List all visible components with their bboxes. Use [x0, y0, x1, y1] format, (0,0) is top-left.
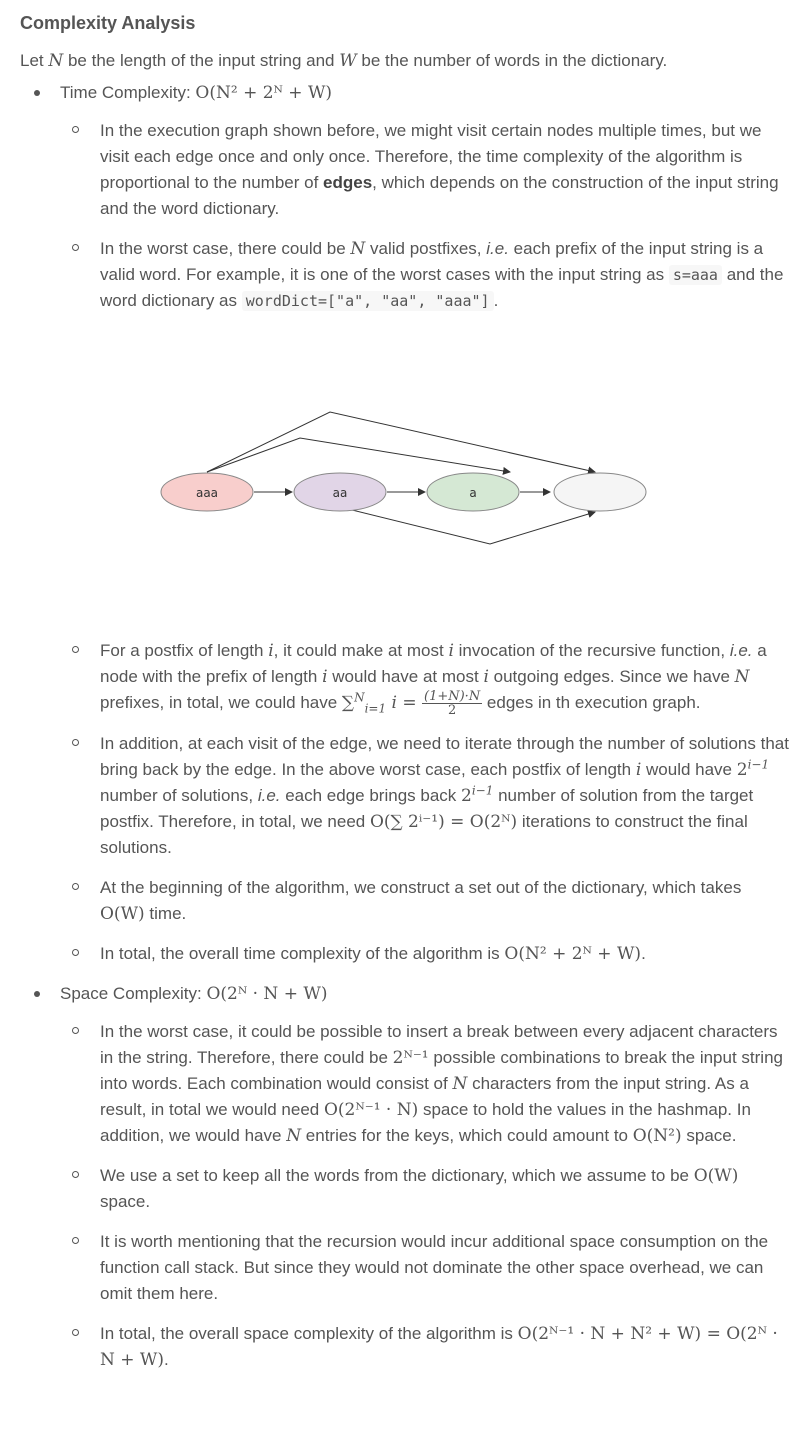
list-item: In total, the overall space complexity of the algorithm is O(2ᴺ⁻¹ · N + N² + W) = O(2ᴺ · N + W).: [60, 1321, 790, 1373]
list-item: In the execution graph shown before, we might visit certain nodes multiple times, but we visit each edge once and only once. Therefore, the time complexity of the algorithm is proportional to the number of edges, which depends on the construction of the input string and the word dictionary.: [60, 118, 790, 222]
complexity-list: [20, 80, 790, 1373]
inline-code: s=aaa: [669, 265, 722, 285]
space-complexity-formula: O(2ᴺ · N + W): [206, 984, 328, 1004]
math-var: W: [339, 51, 357, 71]
space-complexity-details: [60, 1019, 790, 1373]
intro-text: be the number of words in the dictionary.: [356, 51, 668, 70]
edge-aaa-to-a: [207, 438, 510, 472]
space-complexity-label: Space Complexity:: [60, 984, 207, 1003]
node-label: aaa: [195, 486, 219, 500]
list-item: It is worth mentioning that the recursion would incur additional space consumption on the function call stack. But since they would not dominate the other space overhead, we can omit them here.: [60, 1229, 790, 1307]
edge-aaa-to-end: [207, 412, 595, 472]
node-label: a: [469, 486, 477, 500]
time-complexity-label: Time Complexity:: [60, 83, 196, 102]
edge-aa-to-end: [344, 508, 595, 544]
execution-graph: [140, 378, 700, 578]
list-item: In total, the overall time complexity of the algorithm is O(N² + 2ᴺ + W).: [60, 941, 790, 967]
sum-formula: ∑$^N_{i=1}$ i = $\frac{(1+N)\cdot N}{2}$: [341, 689, 481, 718]
list-item: At the beginning of the algorithm, we construct a set out of the dictionary, which takes O(W) time.: [60, 875, 790, 927]
math-var: N: [48, 51, 64, 71]
time-complexity-formula: O(N² + 2ᴺ + W): [195, 83, 333, 103]
list-item: For a postfix of length i, it could make at most i invocation of the recursive function, i.e. a node with the prefix of length i would have at most i outgoing edges. Since we have N prefixes, in total, we could have ∑$^N_{i=1}$ i = $\frac{(1+N)\cdot N}{2}$ edges in th execution graph.: [60, 638, 790, 717]
time-complexity-item: [20, 80, 790, 967]
list-item: We use a set to keep all the words from the dictionary, which we assume to be O(W) space.: [60, 1163, 790, 1215]
time-complexity-details: [60, 118, 790, 967]
intro-text: be the length of the input string and: [63, 51, 340, 70]
node-empty: [554, 473, 646, 511]
list-item: In addition, at each visit of the edge, we need to iterate through the number of solutions that bring back by the edge. In the above worst case, each postfix of length i would have $2^{i-1}$ number of solutions, i.e. each edge brings back $2^{i-1}$ number of solution from the target postfix. Therefore, in total, we need O(∑ 2ⁱ⁻¹) = O(2ᴺ) iterations to construct the final solutions.: [60, 731, 790, 861]
list-item: In the worst case, there could be N valid postfixes, i.e. each prefix of the input string is a valid word. For example, it is one of the worst cases with the input string as s=aaa and the word dictionary as wordDict=["a", "aa", "aaa"] . aaa aa a: [60, 236, 790, 578]
math-var: N: [350, 239, 366, 259]
fraction: $\frac{(1+N)\cdot N}{2}$: [424, 689, 481, 718]
intro-paragraph: [20, 48, 790, 74]
inline-code: wordDict=["a", "aa", "aaa"]: [242, 291, 494, 311]
section-heading: Complexity Analysis: [20, 13, 196, 33]
bold-term: edges: [323, 173, 373, 192]
node-label: aa: [332, 486, 348, 500]
list-item: In the worst case, it could be possible to insert a break between every adjacent characters in the string. Therefore, there could be 2ᴺ⁻¹ possible combinations to break the input string into words. Each combination would consist of N characters from the input string. As a result, in total we would need O(2ᴺ⁻¹ · N) space to hold the values in the hashmap. In addition, we would have N entries for the keys, which could amount to O(N²) space.: [60, 1019, 790, 1149]
complexity-analysis-section: [20, 10, 790, 1387]
intro-text: Let: [20, 51, 49, 70]
space-complexity-item: [20, 981, 790, 1373]
